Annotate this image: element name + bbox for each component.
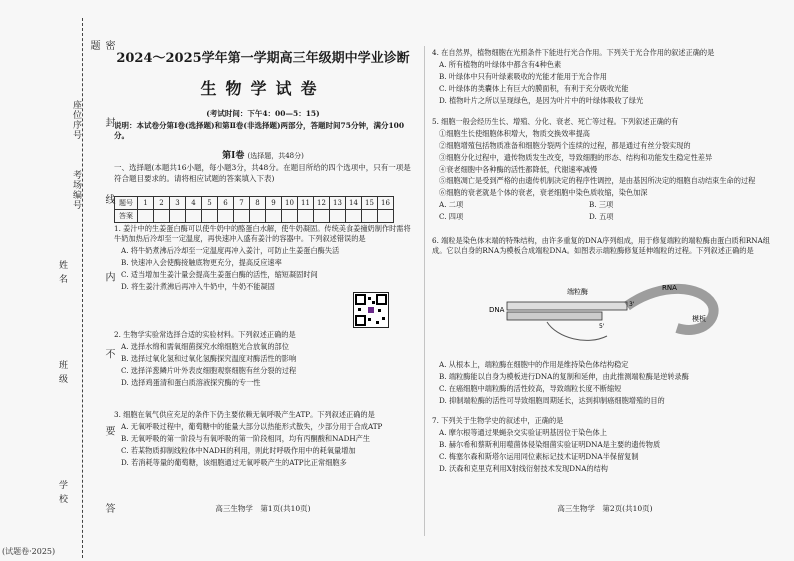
answer-cell[interactable]	[218, 210, 234, 223]
seat-number-label: 座位序号	[71, 100, 81, 140]
qr-code-image	[353, 292, 389, 328]
question-stem: 7. 下列关于生物学史的叙述中，正确的是	[432, 416, 564, 425]
choices-row-1	[432, 200, 778, 210]
answer-cell[interactable]	[186, 210, 202, 223]
question-stem: 4. 在自然界，植物细胞在光照条件下能进行光合作用。下列关于光合作用的叙述正确的是	[432, 48, 715, 57]
option-d: D. 沃森和克里克利用X射线衍射技术发现DNA的结构	[439, 463, 608, 473]
question-stem: 3. 细胞在氧气供应充足的条件下仍主要依赖无氧呼吸产生ATP。下列叙述正确的是	[114, 410, 375, 419]
question-stem: 1. 姜汁中的生姜蛋白酶可以使牛奶中的酪蛋白水解，使牛奶凝固。传统美食姜撞奶制作时需将牛奶加热后冷却至一定温度，再快速冲入盛有姜汁的容器中。下列叙述错误的是	[114, 224, 411, 244]
exam-room-label: 考场编号	[71, 170, 81, 210]
answer-cell[interactable]	[250, 210, 266, 223]
telomerase-enzyme-shape	[627, 289, 714, 330]
rna-label: RNA	[662, 284, 677, 292]
three-prime-label: 3'	[629, 301, 635, 308]
name-label: 姓 名	[57, 260, 67, 284]
question-4	[432, 48, 778, 107]
answer-cell[interactable]	[234, 210, 250, 223]
option-c: C. 在癌细胞中端粒酶的活性较高，导致端粒长度不断缩短	[439, 383, 622, 393]
question-1	[114, 224, 414, 294]
telomerase-label: 端粒酶	[567, 288, 588, 296]
choice-c: C. 四项	[439, 212, 464, 222]
number-cell: 15	[362, 197, 378, 210]
option-c: C. 适当增加生姜汁量会提高生姜蛋白酶的活性，缩短凝固时间	[121, 269, 318, 279]
statement-2: ②细胞增殖包括物质准备和细胞分裂两个连续的过程，都是通过有丝分裂实现的	[439, 140, 691, 150]
option-d: D. 若消耗等量的葡萄糖，该细胞通过无氧呼吸产生的ATP比正常细胞多	[121, 457, 347, 467]
choice-d: D. 五项	[589, 212, 614, 222]
option-b: B. 无氧呼吸的第一阶段与有氧呼吸的第一阶段相同，均有丙酮酸和NADH产生	[121, 433, 370, 443]
binding-margin	[0, 0, 114, 561]
five-prime-label: 5'	[599, 323, 605, 330]
number-cell: 10	[282, 197, 298, 210]
answer-cell[interactable]	[314, 210, 330, 223]
statement-5: ⑤细胞凋亡是受到严格的由遗传机制决定的程序性调控，是由基因所决定的细胞自动结束生命的过程	[439, 176, 756, 186]
number-cell: 7	[234, 197, 250, 210]
question-3	[114, 410, 414, 469]
option-b: B. 赫尔希和蔡斯利用噬菌体侵染细菌实验证明DNA是主要的遗传物质	[439, 439, 661, 449]
number-cell: 4	[186, 197, 202, 210]
option-c: C. 梅塞尔森和斯塔尔运用同位素标记技术证明DNA半保留复制	[439, 451, 639, 461]
option-b: B. 快速冲入会使酶接触底物更充分，提高反应速率	[121, 257, 282, 267]
dna-upper-strand	[507, 302, 627, 310]
answer-cell[interactable]	[378, 210, 394, 223]
left-column	[108, 0, 418, 561]
part1-heading: 第Ⅰ卷	[222, 151, 245, 161]
option-b: B. 端粒酶能以自身为模板进行DNA的复制和延伸，由此推测端粒酶是逆转录酶	[439, 371, 689, 381]
question-stem: 5. 细胞一般会经历生长、增殖、分化、衰老、死亡等过程。下列叙述正确的有	[432, 117, 679, 126]
choice-a: A. 二项	[439, 200, 464, 210]
answer-cell[interactable]	[266, 210, 282, 223]
answer-cell[interactable]	[170, 210, 186, 223]
option-a: A. 无氧呼吸过程中，葡萄糖中的能量大部分以热能形式散失，少部分用于合成ATP	[121, 421, 383, 431]
exam-time: (考试时间：下午4：00—5：15)	[206, 109, 320, 118]
option-c: C. 若某物质抑制线粒体中NADH的利用，则此时呼吸作用中的耗氧量增加	[121, 445, 356, 455]
number-cell: 8	[250, 197, 266, 210]
corner-note: (试题卷·2025)	[2, 547, 56, 556]
number-cell: 12	[314, 197, 330, 210]
answer-cell[interactable]	[154, 210, 170, 223]
table-head-label: 题号	[115, 197, 138, 210]
option-a: A. 所有植物的叶绿体中都含有4种色素	[439, 59, 562, 69]
template-label: 模板	[692, 315, 706, 323]
number-cell: 5	[202, 197, 218, 210]
option-a: A. 摩尔根等通过果蝇杂交实验证明基因位于染色体上	[439, 427, 607, 437]
question-stem: 6. 端粒是染色体末端的特殊结构，由许多重复的DNA序列组成，用于修复端粒的端粒酶由蛋白质和RNA组成。它以自身的RNA为模板合成端粒DNA。如图表示端粒酶修复延伸端粒的过程。下列叙述正确的是	[432, 236, 770, 256]
option-c: C. 叶绿体的类囊体上有巨大的膜面积，有利于充分吸收光能	[439, 83, 629, 93]
answer-cell[interactable]	[330, 210, 346, 223]
option-a: A. 选择水绵和需氧细菌探究水绵细胞光合放氧的部位	[121, 341, 289, 351]
telomerase-diagram	[487, 276, 727, 352]
answer-cell[interactable]	[298, 210, 314, 223]
answer-cell[interactable]	[282, 210, 298, 223]
statement-3: ③细胞分化过程中，遗传物质发生改变，导致细胞的形态、结构和功能发生稳定性差异	[439, 152, 713, 162]
question-2	[114, 330, 414, 389]
number-cell: 2	[154, 197, 170, 210]
answer-cell[interactable]	[346, 210, 362, 223]
table-answer-label: 答案	[115, 210, 138, 223]
answer-cell[interactable]	[138, 210, 154, 223]
question-6-stem	[432, 236, 778, 258]
answer-cell[interactable]	[362, 210, 378, 223]
dna-label: DNA	[489, 306, 505, 314]
number-cell: 6	[218, 197, 234, 210]
dna-lower-strand	[507, 312, 602, 320]
number-cell: 14	[346, 197, 362, 210]
number-cell: 16	[378, 197, 394, 210]
number-cell: 3	[170, 197, 186, 210]
option-a: A. 将牛奶煮沸后冷却至一定温度再冲入姜汁，可防止生姜蛋白酶失活	[121, 246, 340, 256]
number-cell: 11	[298, 197, 314, 210]
exam-note: 说明：本试卷分第Ⅰ卷(选择题)和第Ⅱ卷(非选择题)两部分，答题时间75分钟，满分100分。	[114, 121, 405, 140]
option-d: D. 将生姜汁煮沸后再冲入牛奶中，牛奶不能凝固	[121, 281, 275, 291]
question-6-options	[432, 360, 778, 408]
part1-title	[108, 148, 418, 161]
answer-table	[114, 196, 394, 223]
number-cell: 13	[330, 197, 346, 210]
class-label: 班 级	[57, 360, 67, 384]
number-cell: 1	[138, 197, 154, 210]
seal-line	[82, 18, 83, 558]
seal-text: 密 封 线 内 不 要 答 题	[88, 40, 114, 546]
part1-subtitle: (选择题，共48分)	[247, 152, 304, 160]
option-d: D. 植物叶片之所以呈现绿色，是因为叶片中的叶绿体吸收了绿光	[439, 95, 644, 105]
option-c: C. 选择洋葱鳞片叶外表皮细胞观察细胞有丝分裂的过程	[121, 365, 297, 375]
option-d: D. 选择鸡蛋清和蛋白质溶液探究酶的专一性	[121, 377, 261, 387]
school-label: 学 校	[57, 480, 67, 504]
option-b: B. 叶绿体中只有叶绿素吸收的光能才能用于光合作用	[439, 71, 607, 81]
choice-b: B. 三项	[589, 200, 614, 210]
statement-4: ④衰老细胞中各种酶的活性都降低，代谢速率减慢	[439, 164, 598, 174]
choices-row-2	[432, 212, 778, 222]
number-cell: 9	[266, 197, 282, 210]
statement-1: ①细胞生长使细胞体积增大，物质交换效率提高	[439, 128, 590, 138]
answer-cell[interactable]	[202, 210, 218, 223]
statement-6: ⑥细胞的衰老就是个体的衰老，衰老细胞中染色质收缩，染色加深	[439, 188, 648, 198]
right-column	[432, 0, 778, 561]
question-7	[432, 416, 778, 475]
column-divider	[424, 46, 425, 536]
answer-table-answer-row	[115, 210, 394, 223]
footer-right: 高三生物学 第2页(共10页)	[557, 504, 653, 513]
part1-instruction: 一、选择题(本题共16小题，每小题3分，共48分。在题目所给的四个选项中，只有一项是符合题目要求的。请将相应试题的答案填入下表)	[114, 163, 411, 183]
question-5	[432, 117, 778, 224]
option-d: D. 抑制端粒酶的活性可导致细胞周期延长，达到抑制癌细胞增殖的目的	[439, 395, 665, 405]
answer-table-number-row	[115, 197, 394, 210]
question-stem: 2. 生物学实验常选择合适的实验材料。下列叙述正确的是	[114, 330, 296, 339]
rna-strand	[547, 322, 607, 340]
option-b: B. 选择过氧化氢和过氧化氢酶探究温度对酶活性的影响	[121, 353, 297, 363]
footer-left: 高三生物学 第1页(共10页)	[215, 504, 311, 513]
option-a: A. 从根本上，端粒酶在细胞中的作用是维持染色体结构稳定	[439, 360, 629, 369]
subject-title: 生物学试卷	[200, 79, 326, 98]
exam-title: 2024～2025学年第一学期高三年级期中学业诊断	[116, 51, 410, 66]
